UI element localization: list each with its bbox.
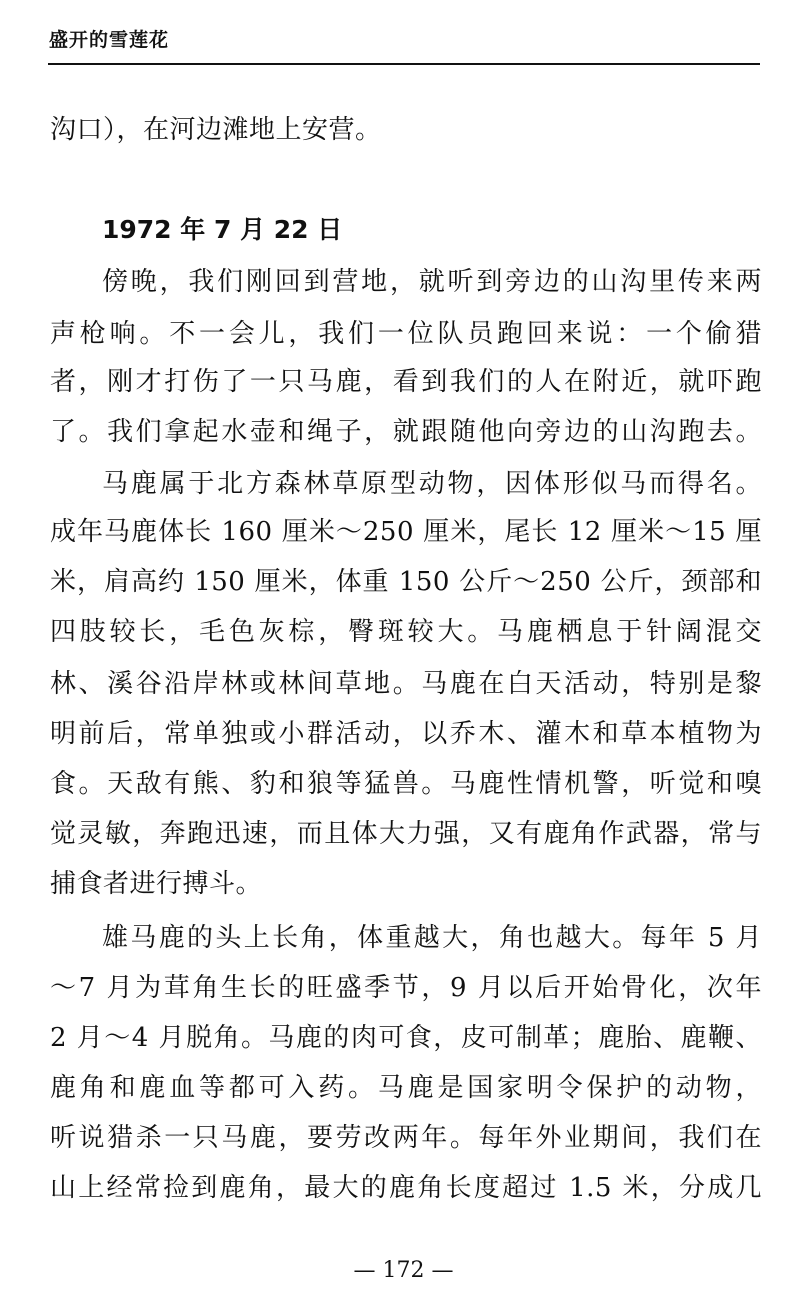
text-line-17: 2 月～4 月脱角。马鹿的肉可食，皮可制革；鹿胎、鹿鞭、 [50, 1023, 762, 1053]
text-line-15: 雄马鹿的头上长角，体重越大，角也越大。每年 5 月 [102, 923, 762, 953]
header-rule [48, 63, 760, 65]
text-line-18: 鹿角和鹿血等都可入药。马鹿是国家明令保护的动物， [50, 1073, 762, 1103]
text-line-5: 了。我们拿起水壶和绳子，就跟随他向旁边的山沟跑去。 [50, 417, 762, 447]
text-line-12: 食。天敌有熊、豹和狼等猛兽。马鹿性情机警，听觉和嗅 [50, 769, 762, 799]
text-line-20: 山上经常捡到鹿角，最大的鹿角长度超过 1.5 米，分成几 [50, 1173, 762, 1203]
text-line-13: 觉灵敏，奔跑迅速，而且体大力强，又有鹿角作武器，常与 [50, 819, 762, 849]
text-line-9: 四肢较长，毛色灰棕，臀斑较大。马鹿栖息于针阔混交 [50, 617, 762, 647]
text-line-8: 米，肩高约 150 厘米，体重 150 公斤～250 公斤，颈部和 [50, 567, 762, 597]
text-line-1: 沟口），在河边滩地上安营。 [50, 115, 382, 145]
text-line-19: 听说猎杀一只马鹿，要劳改两年。每年外业期间，我们在 [50, 1123, 762, 1153]
page-number: — 172 — [353, 1258, 454, 1283]
text-line-2: 傍晚，我们刚回到营地，就听到旁边的山沟里传来两 [102, 267, 762, 297]
text-line-3: 声枪响。不一会儿，我们一位队员跑回来说：一个偷猎 [50, 319, 762, 349]
running-header-title: 盛开的雪莲花 [49, 29, 170, 51]
date-heading: 1972 年 7 月 22 日 [102, 215, 343, 244]
text-line-6: 马鹿属于北方森林草原型动物，因体形似马而得名。 [102, 469, 762, 499]
text-line-14: 捕食者进行搏斗。 [50, 869, 263, 899]
text-line-4: 者，刚才打伤了一只马鹿，看到我们的人在附近，就吓跑 [50, 367, 762, 397]
text-line-16: ～7 月为茸角生长的旺盛季节，9 月以后开始骨化，次年 [50, 973, 762, 1003]
text-line-10: 林、溪谷沿岸林或林间草地。马鹿在白天活动，特别是黎 [50, 669, 762, 699]
text-line-11: 明前后，常单独或小群活动，以乔木、灌木和草本植物为 [50, 719, 762, 749]
text-line-7: 成年马鹿体长 160 厘米～250 厘米，尾长 12 厘米～15 厘 [50, 517, 762, 547]
